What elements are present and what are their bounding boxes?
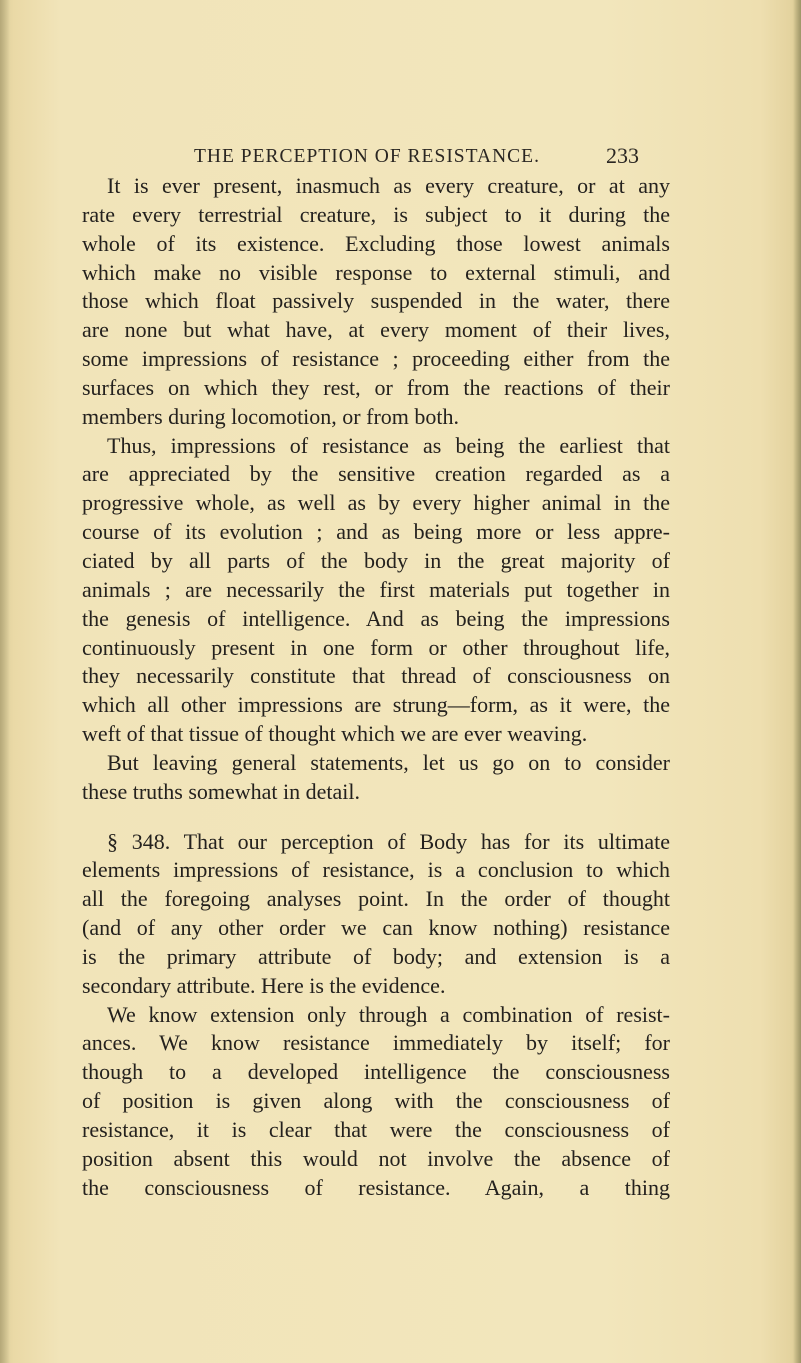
text-line: weft of that tissue of thought which we are ever weaving. — [82, 721, 588, 747]
text-line: elements impressions of resistance, is a conclusion to which — [82, 857, 670, 883]
paragraph — [82, 749, 670, 807]
paragraph — [82, 172, 670, 432]
text-line: continuously present in one form or other throughout life, — [82, 634, 670, 660]
text-line: Thus, impressions of resistance as being the earliest that — [107, 432, 670, 458]
text-line: though to a developed intelligence the consciousness — [82, 1059, 670, 1085]
text-line: surfaces on which they rest, or from the reactions of their — [82, 374, 670, 400]
text-line: they necessarily constitute that thread of consciousness on — [82, 663, 670, 689]
page-gutter-shadow — [0, 0, 10, 1363]
text-line: the consciousness of resistance. Again, a thing — [82, 1174, 670, 1200]
text-line: which make no visible response to external stimuli, and — [82, 259, 670, 285]
text-line: course of its evolution ; and as being more or less appre- — [82, 519, 670, 545]
text-line: secondary attribute. Here is the evidence. — [82, 972, 446, 998]
text-line: progressive whole, as well as by every higher animal in the — [82, 490, 670, 516]
text-line: We know extension only through a combination of resist- — [107, 1001, 670, 1027]
text-line: whole of its existence. Excluding those lowest animals — [82, 230, 670, 256]
text-line: rate every terrestrial creature, is subject to it during the — [82, 201, 670, 227]
text-line: position absent this would not involve the absence of — [82, 1145, 670, 1171]
paragraph — [82, 1001, 670, 1203]
text-line: are appreciated by the sensitive creation regarded as a — [82, 461, 670, 487]
text-line: But leaving general statements, let us go on to consider — [107, 749, 670, 775]
text-line: all the foregoing analyses point. In the order of thought — [82, 886, 670, 912]
text-line: § 348. That our perception of Body has for its ultimate — [107, 828, 670, 854]
text-line: ciated by all parts of the body in the great majority of — [82, 547, 670, 573]
text-line: which all other impressions are strung—form, as it were, the — [82, 692, 670, 718]
text-line: It is ever present, inasmuch as every creature, or at any — [107, 173, 670, 198]
text-line: those which float passively suspended in the water, there — [82, 288, 670, 314]
text-line: the genesis of intelligence. And as being the impressions — [82, 605, 670, 631]
text-line: are none but what have, at every moment of their lives, — [82, 317, 670, 343]
section-gap — [82, 807, 670, 828]
text-line: ances. We know resistance immediately by itself; for — [82, 1030, 670, 1056]
paragraph — [82, 432, 670, 749]
paragraph — [82, 828, 670, 1001]
text-line: these truths somewhat in detail. — [82, 778, 360, 804]
text-line: is the primary attribute of body; and extension is a — [82, 943, 670, 969]
text-line: members during locomotion, or from both. — [82, 403, 459, 429]
text-line: of position is given along with the consciousness of — [82, 1088, 670, 1114]
page-number: 233 — [606, 143, 639, 168]
running-head: THE PERCEPTION OF RESISTANCE. — [194, 146, 540, 167]
text-line: (and of any other order we can know nothing) resistance — [82, 915, 670, 941]
text-line: some impressions of resistance ; proceeding either from the — [82, 346, 670, 372]
page-edge — [793, 0, 801, 1363]
text-line: animals ; are necessarily the first materials put together in — [82, 576, 670, 602]
text-line: resistance, it is clear that were the consciousness of — [82, 1117, 670, 1142]
body-text — [82, 172, 670, 1203]
